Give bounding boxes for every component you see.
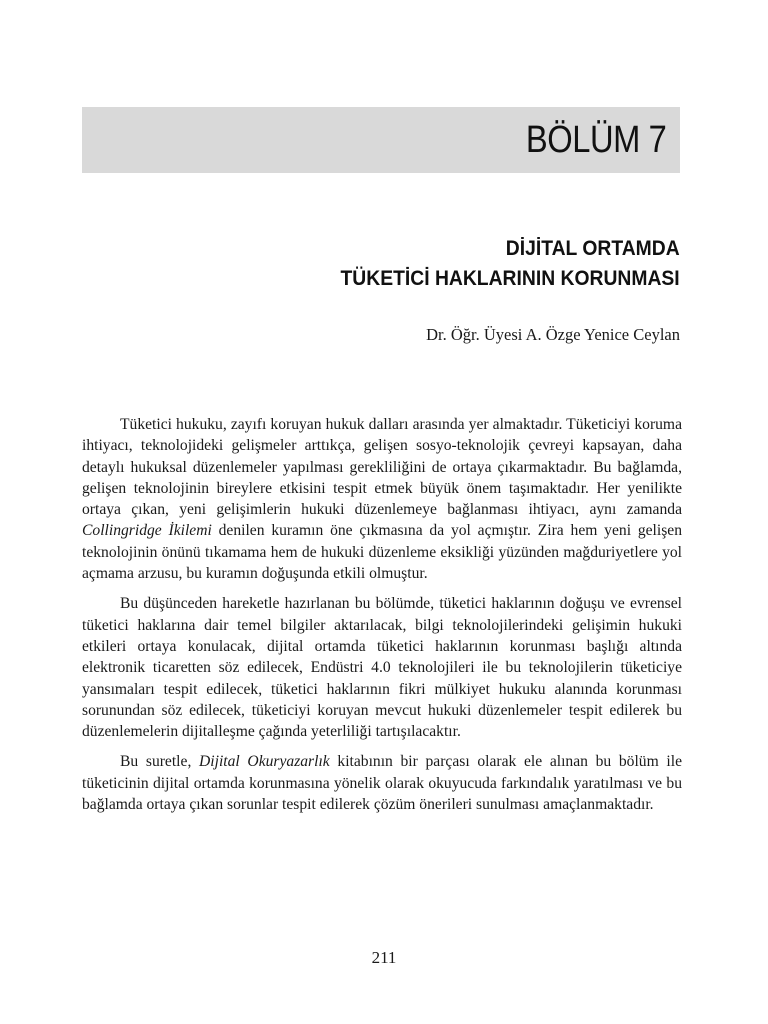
chapter-title-line-1: DİJİTAL ORTAMDA (506, 237, 680, 260)
paragraph-1 (82, 414, 682, 584)
paragraph-1-italic-term: Collingridge İkilemi (82, 522, 212, 540)
chapter-title-line-2: TÜKETİCİ HAKLARININ KORUNMASI (340, 267, 680, 290)
author-name: Dr. Öğr. Üyesi A. Özge Yenice Ceylan (426, 325, 680, 344)
paragraph-1-text-a: Tüketici hukuku, zayıfı koruyan hukuk dalları arasında yer almaktadır. Tüketiciyi koruma ihtiyacı, teknolojideki gelişmeler arttıkça, gelişen sosyo-teknolojik çevreyi kapsayan, daha detaylı hukuksal düzenlemeler yapılması gerekliliğini de ortaya çıkarmaktadır. Bu bağlamda, gelişen teknolojinin bireylere etkisini tespit etmek büyük önem taşımaktadır. Her yenilikte ortaya çıkan, yeni gelişimlerin hukuki düzenlemeye bağlanması ihtiyacı, aynı zamanda (82, 416, 682, 519)
chapter-title (341, 234, 680, 294)
chapter-label: BÖLÜM 7 (525, 119, 666, 161)
page-number: 211 (371, 948, 397, 967)
paragraph-1-text-b: denilen kuramın öne çıkmasına da yol açmıştır. Zira hem yeni gelişen teknolojinin önünü tıkamama hem de hukuki düzenleme eksikliği yüzünden mağduriyetlere yol açmama arzusu, bu kuramın doğuşunda etkili olmuştur. (82, 522, 682, 583)
paragraph-3-text-b: kitabının bir parçası olarak ele alınan bu bölüm ile tüketicinin dijital ortamda korunmasına yönelik olarak okuyucuda farkındalık yaratılması ve bu bağlamda ortaya çıkan sorunlar tespit edilerek çözüm önerileri sunulması amaçlanmaktadır. (82, 753, 682, 814)
paragraph-2: Bu düşünceden hareketle hazırlanan bu bölümde, tüketici haklarının doğuşu ve evrensel tüketici haklarına dair temel bilgiler aktarılacak, bilgi teknolojilerindeki gelişimin hukuki etkileri ortaya konulacak, dijital ortamda tüketici haklarının korunması başlığı altında elektronik ticaretten söz edilecek, Endüstri 4.0 teknolojileri ile bu teknolojilerin tüketiciye yansımaları tespit edilecek, tüketici haklarının fikri mülkiyet hukuku alanında korunması sorunundan söz edilecek, tüketiciyi koruyan mevcut hukuki düzenlemeler tespit edilerek bu düzenlemelerin dijitalleşme çağında yeterliliği tartışılacaktır. (82, 595, 682, 741)
paragraph-3 (82, 751, 682, 815)
body-text (82, 414, 682, 824)
chapter-header-band (82, 107, 680, 173)
paragraph-3-italic-title: Dijital Okuryazarlık (199, 753, 330, 771)
paragraph-3-text-a: Bu suretle, (120, 753, 200, 771)
